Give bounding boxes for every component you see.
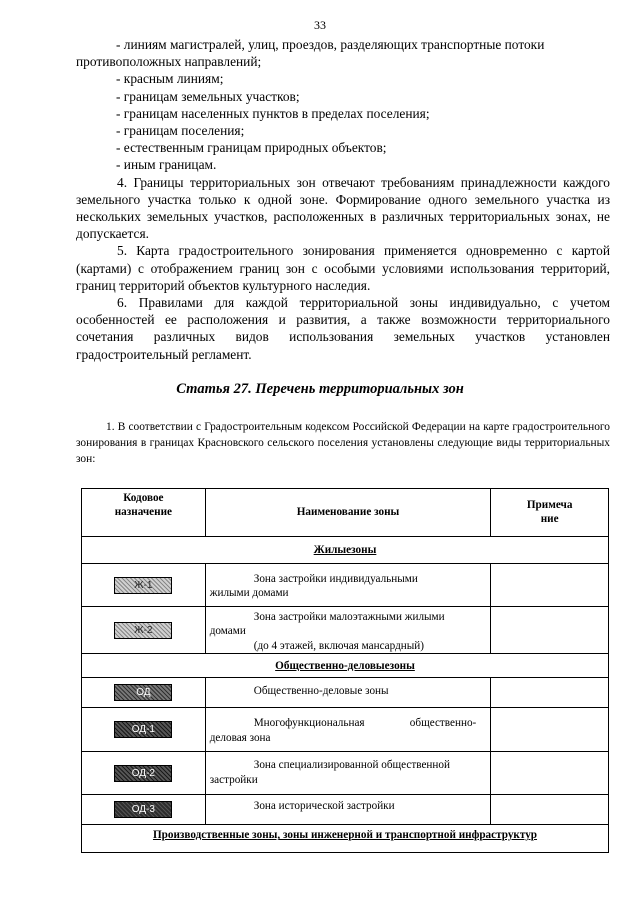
table-row bbox=[82, 678, 609, 708]
list-item: - границам населенных пунктов в пределах поселения; bbox=[116, 105, 430, 121]
zone-name-line: деловая зона bbox=[209, 731, 271, 744]
zone-swatch-zh1: Ж-1 bbox=[114, 577, 172, 594]
intro-paragraph bbox=[76, 419, 610, 467]
zone-name-line: жилыми домами bbox=[209, 587, 289, 600]
code-cell bbox=[82, 678, 206, 708]
table-header-row bbox=[82, 489, 609, 537]
header-code-line: Кодовое bbox=[123, 492, 164, 504]
code-cell bbox=[82, 795, 206, 825]
code-cell bbox=[82, 564, 206, 607]
zone-name-line: Зона застройки малоэтажными жилыми bbox=[253, 611, 445, 623]
header-code bbox=[82, 489, 206, 537]
zone-name-line: Многофункциональная общественно- bbox=[253, 717, 477, 730]
zone-name-line: Общественно-деловые зоны bbox=[253, 685, 389, 698]
list-item: - границам поселения; bbox=[116, 123, 245, 139]
list-item-continuation: противоположных направлений; bbox=[76, 54, 262, 70]
zone-name bbox=[205, 678, 491, 708]
note-cell bbox=[491, 678, 609, 708]
list-item: - иным границам. bbox=[116, 157, 217, 173]
header-note bbox=[491, 489, 609, 537]
section-industrial: Производственные зоны, зоны инженерной и транспортной инфраструктур bbox=[82, 825, 609, 853]
article-heading: Статья 27. Перечень территориальных зон bbox=[176, 381, 464, 397]
table-row bbox=[82, 752, 609, 795]
body-text bbox=[76, 36, 610, 363]
note-cell bbox=[491, 564, 609, 607]
zone-name bbox=[205, 607, 491, 654]
zone-name-line: застройки bbox=[209, 773, 258, 786]
zone-name bbox=[205, 708, 491, 752]
section-row bbox=[82, 654, 609, 678]
intro-text: 1. В соответствии с Градостроительным кодексом Российской Федерации на карте градостроительного зонирования в границах Красновского сельского поселения установлены следующие виды территориальных зон: bbox=[76, 421, 610, 465]
zone-swatch-od1: ОД-1 bbox=[114, 721, 172, 738]
zone-name-line: Зона исторической застройки bbox=[253, 800, 395, 813]
zone-name-line: домами bbox=[209, 625, 246, 638]
paragraph-6: 6. Правилами для каждой территориальной зоны индивидуально, с учетом особенностей ее расположения и развития, а также возможности территориального сочетания различных видов использования земельных участков установлен градостроительный регламент. bbox=[76, 295, 610, 362]
table-row bbox=[82, 708, 609, 752]
zones-table bbox=[81, 488, 609, 853]
note-cell bbox=[491, 795, 609, 825]
header-code-line: назначение bbox=[114, 506, 172, 519]
page-number: 33 bbox=[314, 18, 326, 32]
zone-name bbox=[205, 795, 491, 825]
header-note-line: Примеча bbox=[526, 499, 573, 511]
list-item: - границам земельных участков; bbox=[116, 88, 300, 104]
zone-name-line: Зона застройки индивидуальными bbox=[253, 573, 418, 585]
note-cell bbox=[491, 708, 609, 752]
section-residential: Жилыезоны bbox=[82, 537, 609, 564]
zone-swatch-zh2: Ж-2 bbox=[114, 622, 172, 639]
table-row bbox=[82, 795, 609, 825]
header-name: Наименование зоны bbox=[205, 489, 491, 537]
section-row bbox=[82, 537, 609, 564]
list-item: - линиям магистралей, улиц, проездов, разделяющих транспортные потоки bbox=[116, 37, 545, 52]
code-cell bbox=[82, 607, 206, 654]
code-cell bbox=[82, 752, 206, 795]
section-public: Общественно-деловыезоны bbox=[82, 654, 609, 678]
code-cell bbox=[82, 708, 206, 752]
zone-swatch-od: ОД bbox=[114, 684, 172, 701]
list-item: - красным линиям; bbox=[116, 71, 224, 87]
zone-swatch-od3: ОД-3 bbox=[114, 801, 172, 818]
zone-name bbox=[205, 564, 491, 607]
zone-name bbox=[205, 752, 491, 795]
paragraph-4: 4. Границы территориальных зон отвечают требованиям принадлежности каждого земельного участка только к одной зоне. Формирование одного земельного участка из нескольких земельных участков, расположенных в различных территориальных зонах, не допускается. bbox=[76, 174, 610, 242]
table-row bbox=[82, 607, 609, 654]
header-note-line: ние bbox=[540, 513, 559, 526]
note-cell bbox=[491, 752, 609, 795]
zone-swatch-od2: ОД-2 bbox=[114, 765, 172, 782]
note-cell bbox=[491, 607, 609, 654]
zone-name-line: (до 4 этажей, включая мансардный) bbox=[253, 639, 424, 652]
section-row bbox=[82, 825, 609, 853]
zone-name-line: Зона специализированной общественной bbox=[253, 759, 450, 772]
table-row bbox=[82, 564, 609, 607]
list-item: - естественным границам природных объектов; bbox=[116, 140, 387, 156]
paragraph-5: 5. Карта градостроительного зонирования применяется одновременно с картой (картами) с отображением границ зон с особыми условиями использования территорий, границ территорий объектов культурного наследия. bbox=[76, 243, 610, 293]
